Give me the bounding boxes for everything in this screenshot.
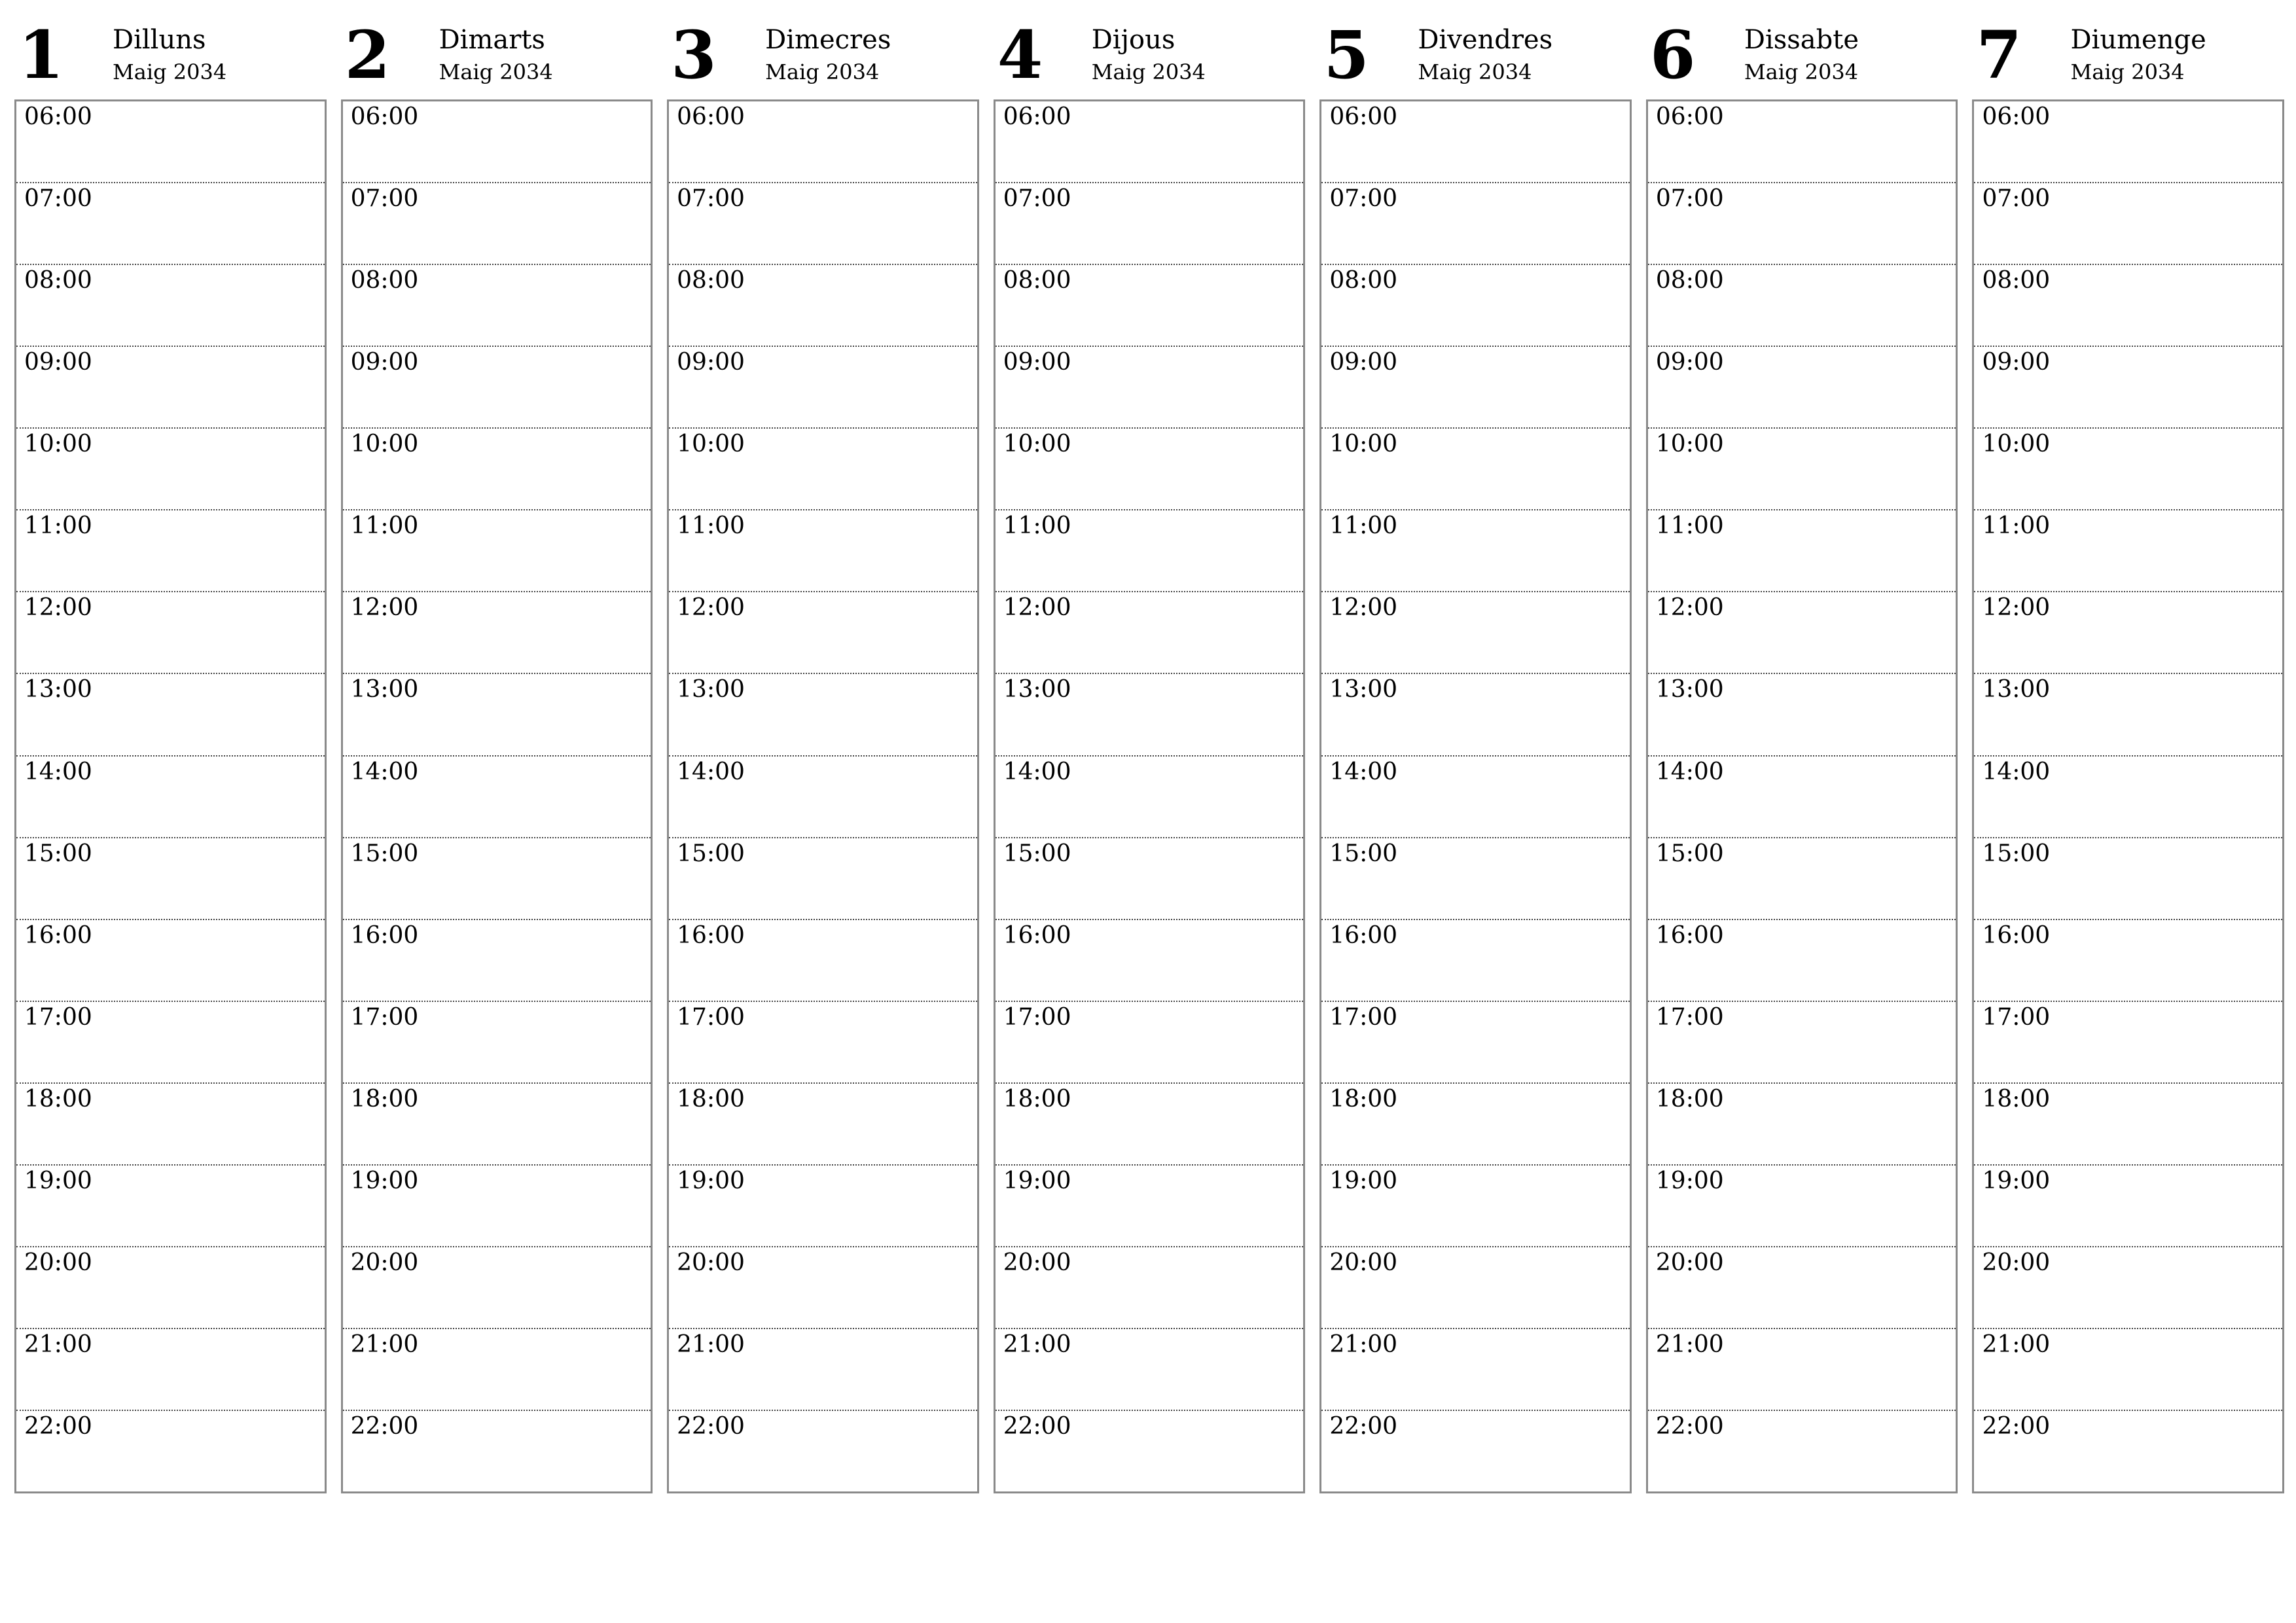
time-label: 16:00	[1003, 921, 1071, 949]
time-label: 22:00	[1982, 1413, 2051, 1440]
time-slot	[343, 347, 651, 429]
time-label: 21:00	[677, 1330, 745, 1358]
time-slot	[1321, 101, 1630, 183]
time-label: 17:00	[1655, 1003, 1724, 1031]
time-label: 09:00	[1982, 349, 2051, 376]
time-slot	[1648, 1411, 1956, 1491]
time-slot	[1321, 592, 1630, 674]
time-label: 16:00	[24, 921, 92, 949]
time-label: 18:00	[1655, 1085, 1724, 1113]
time-label: 09:00	[350, 349, 419, 376]
time-label: 10:00	[677, 431, 745, 458]
time-label: 12:00	[350, 594, 419, 622]
time-slot	[669, 1002, 977, 1084]
time-slot	[1648, 265, 1956, 347]
time-slot	[1974, 1247, 2282, 1329]
day-column	[1646, 13, 1958, 1499]
time-slot	[343, 183, 651, 265]
time-slot	[16, 1411, 325, 1491]
day-number: 2	[344, 16, 391, 94]
time-label: 21:00	[1329, 1330, 1398, 1358]
time-label: 15:00	[24, 840, 92, 867]
time-slot	[16, 429, 325, 510]
time-slot	[343, 1329, 651, 1411]
time-slot	[1974, 674, 2282, 756]
time-slot	[1974, 920, 2282, 1002]
time-label: 12:00	[1982, 594, 2051, 622]
month-year: Maig 2034	[1091, 60, 1206, 84]
time-slot	[16, 183, 325, 265]
day-header	[1972, 13, 2284, 99]
time-label: 19:00	[1003, 1167, 1071, 1194]
time-label: 22:00	[1329, 1413, 1398, 1440]
day-number: 6	[1649, 16, 1696, 94]
time-label: 10:00	[1982, 431, 2051, 458]
time-label: 11:00	[677, 512, 745, 540]
time-label: 14:00	[1982, 758, 2051, 785]
time-slot	[669, 674, 977, 756]
time-slot	[1648, 1166, 1956, 1247]
time-slot	[16, 1084, 325, 1166]
time-label: 20:00	[1003, 1249, 1071, 1276]
time-slot	[16, 101, 325, 183]
time-label: 06:00	[677, 103, 745, 130]
time-label: 13:00	[677, 676, 745, 704]
time-label: 12:00	[1003, 594, 1071, 622]
time-slot	[343, 265, 651, 347]
time-label: 22:00	[350, 1413, 419, 1440]
time-slot	[1648, 838, 1956, 920]
time-slot	[996, 838, 1304, 920]
time-slot	[669, 347, 977, 429]
time-label: 14:00	[24, 758, 92, 785]
month-year: Maig 2034	[439, 60, 553, 84]
time-slot	[669, 265, 977, 347]
time-slot	[996, 265, 1304, 347]
time-label: 09:00	[1655, 349, 1724, 376]
time-label: 12:00	[24, 594, 92, 622]
time-label: 17:00	[1329, 1003, 1398, 1031]
time-slot	[1648, 183, 1956, 265]
time-label: 13:00	[24, 676, 92, 704]
time-slot	[1974, 592, 2282, 674]
time-label: 21:00	[1655, 1330, 1724, 1358]
day-header	[1319, 13, 1632, 99]
day-number: 1	[18, 16, 64, 94]
time-slot	[343, 101, 651, 183]
hour-grid	[1646, 99, 1958, 1493]
time-label: 15:00	[677, 840, 745, 867]
time-label: 17:00	[1003, 1003, 1071, 1031]
time-label: 18:00	[1982, 1085, 2051, 1113]
day-header	[1646, 13, 1958, 99]
time-slot	[1321, 429, 1630, 510]
time-slot	[343, 757, 651, 838]
time-label: 12:00	[1329, 594, 1398, 622]
time-label: 18:00	[350, 1085, 419, 1113]
time-slot	[996, 757, 1304, 838]
time-slot	[669, 429, 977, 510]
time-label: 11:00	[1329, 512, 1398, 540]
time-label: 08:00	[1655, 267, 1724, 294]
time-label: 15:00	[350, 840, 419, 867]
month-year: Maig 2034	[1744, 60, 1859, 84]
time-slot	[343, 1084, 651, 1166]
time-slot	[996, 183, 1304, 265]
time-slot	[996, 510, 1304, 592]
hour-grid	[1319, 99, 1632, 1493]
time-slot	[1648, 347, 1956, 429]
time-label: 06:00	[24, 103, 92, 130]
day-name: Diumenge	[2070, 25, 2206, 55]
time-label: 07:00	[1655, 185, 1724, 213]
time-slot	[996, 1084, 1304, 1166]
time-slot	[1648, 1002, 1956, 1084]
time-slot	[1974, 1329, 2282, 1411]
time-label: 15:00	[1329, 840, 1398, 867]
time-slot	[1321, 1002, 1630, 1084]
time-label: 19:00	[24, 1167, 92, 1194]
time-slot	[996, 1329, 1304, 1411]
time-slot	[1321, 757, 1630, 838]
time-label: 16:00	[1982, 921, 2051, 949]
time-label: 17:00	[350, 1003, 419, 1031]
day-titles	[1418, 13, 1552, 87]
time-label: 06:00	[1982, 103, 2051, 130]
time-label: 22:00	[24, 1413, 92, 1440]
time-label: 09:00	[1003, 349, 1071, 376]
time-label: 14:00	[1329, 758, 1398, 785]
time-slot	[1974, 101, 2282, 183]
hour-grid	[341, 99, 653, 1493]
time-label: 18:00	[677, 1085, 745, 1113]
time-label: 14:00	[677, 758, 745, 785]
time-slot	[343, 674, 651, 756]
time-label: 21:00	[1003, 1330, 1071, 1358]
time-slot	[1321, 674, 1630, 756]
time-slot	[996, 920, 1304, 1002]
day-header	[994, 13, 1306, 99]
time-slot	[1974, 429, 2282, 510]
time-slot	[16, 592, 325, 674]
time-label: 07:00	[677, 185, 745, 213]
time-slot	[16, 347, 325, 429]
time-label: 18:00	[24, 1085, 92, 1113]
time-slot	[1648, 674, 1956, 756]
time-label: 11:00	[350, 512, 419, 540]
day-titles	[1744, 13, 1859, 87]
time-slot	[16, 1247, 325, 1329]
time-label: 14:00	[1003, 758, 1071, 785]
time-label: 10:00	[1655, 431, 1724, 458]
time-label: 10:00	[350, 431, 419, 458]
time-slot	[1974, 1166, 2282, 1247]
time-slot	[1648, 101, 1956, 183]
time-slot	[16, 838, 325, 920]
day-column	[341, 13, 653, 1499]
time-slot	[669, 101, 977, 183]
time-slot	[669, 757, 977, 838]
time-label: 10:00	[1329, 431, 1398, 458]
time-slot	[669, 920, 977, 1002]
time-label: 13:00	[1655, 676, 1724, 704]
time-slot	[1321, 347, 1630, 429]
time-label: 19:00	[350, 1167, 419, 1194]
time-label: 19:00	[1982, 1167, 2051, 1194]
time-slot	[669, 1166, 977, 1247]
time-label: 11:00	[1655, 512, 1724, 540]
time-label: 07:00	[1982, 185, 2051, 213]
month-year: Maig 2034	[2070, 60, 2185, 84]
time-slot	[343, 1166, 651, 1247]
time-slot	[16, 920, 325, 1002]
time-slot	[343, 1411, 651, 1491]
time-slot	[996, 1166, 1304, 1247]
time-slot	[343, 429, 651, 510]
time-slot	[16, 510, 325, 592]
time-slot	[996, 1411, 1304, 1491]
time-label: 15:00	[1982, 840, 2051, 867]
time-slot	[1648, 510, 1956, 592]
time-label: 14:00	[1655, 758, 1724, 785]
time-label: 16:00	[1655, 921, 1724, 949]
time-label: 08:00	[1982, 267, 2051, 294]
time-slot	[16, 1166, 325, 1247]
hour-grid	[994, 99, 1306, 1493]
time-slot	[1321, 1411, 1630, 1491]
time-slot	[1321, 183, 1630, 265]
time-slot	[1648, 429, 1956, 510]
time-slot	[1321, 838, 1630, 920]
day-header	[14, 13, 327, 99]
time-slot	[669, 1329, 977, 1411]
time-label: 08:00	[1329, 267, 1398, 294]
time-slot	[996, 1002, 1304, 1084]
day-number: 7	[1976, 16, 2022, 94]
hour-grid	[1972, 99, 2284, 1493]
time-slot	[1648, 920, 1956, 1002]
time-slot	[1321, 1084, 1630, 1166]
day-name: Dijous	[1091, 25, 1175, 55]
time-slot	[669, 1247, 977, 1329]
time-label: 22:00	[1655, 1413, 1724, 1440]
day-column	[1319, 13, 1632, 1499]
time-label: 13:00	[1982, 676, 2051, 704]
time-slot	[1974, 265, 2282, 347]
month-year: Maig 2034	[1418, 60, 1532, 84]
time-label: 08:00	[350, 267, 419, 294]
time-slot	[1321, 510, 1630, 592]
time-label: 06:00	[350, 103, 419, 130]
time-slot	[343, 510, 651, 592]
time-slot	[343, 1002, 651, 1084]
time-slot	[16, 265, 325, 347]
time-label: 06:00	[1003, 103, 1071, 130]
time-label: 21:00	[350, 1330, 419, 1358]
time-slot	[1648, 1084, 1956, 1166]
day-titles	[1092, 13, 1206, 87]
time-label: 12:00	[677, 594, 745, 622]
time-label: 21:00	[24, 1330, 92, 1358]
time-slot	[16, 757, 325, 838]
time-slot	[669, 183, 977, 265]
time-slot	[343, 592, 651, 674]
time-label: 07:00	[1003, 185, 1071, 213]
time-label: 19:00	[1329, 1167, 1398, 1194]
time-label: 08:00	[24, 267, 92, 294]
day-titles	[2070, 13, 2206, 87]
time-label: 12:00	[1655, 594, 1724, 622]
time-label: 10:00	[1003, 431, 1071, 458]
time-slot	[669, 592, 977, 674]
time-label: 09:00	[24, 349, 92, 376]
time-label: 20:00	[1655, 1249, 1724, 1276]
time-slot	[669, 1084, 977, 1166]
time-slot	[996, 347, 1304, 429]
day-titles	[439, 13, 553, 87]
time-slot	[343, 838, 651, 920]
time-label: 18:00	[1329, 1085, 1398, 1113]
time-label: 07:00	[1329, 185, 1398, 213]
time-label: 11:00	[24, 512, 92, 540]
day-column	[14, 13, 327, 1499]
day-header	[341, 13, 653, 99]
time-slot	[996, 592, 1304, 674]
time-label: 15:00	[1003, 840, 1071, 867]
month-year: Maig 2034	[765, 60, 880, 84]
day-name: Dimarts	[439, 25, 545, 55]
time-slot	[1321, 265, 1630, 347]
time-slot	[996, 674, 1304, 756]
time-slot	[343, 920, 651, 1002]
time-label: 08:00	[677, 267, 745, 294]
time-label: 08:00	[1003, 267, 1071, 294]
time-label: 06:00	[1655, 103, 1724, 130]
hour-grid	[14, 99, 327, 1493]
time-label: 17:00	[24, 1003, 92, 1031]
time-label: 22:00	[677, 1413, 745, 1440]
day-name: Dissabte	[1744, 25, 1859, 55]
time-label: 07:00	[350, 185, 419, 213]
time-slot	[1974, 1084, 2282, 1166]
hour-grid	[667, 99, 979, 1493]
time-slot	[1648, 1247, 1956, 1329]
time-label: 09:00	[1329, 349, 1398, 376]
day-header	[667, 13, 979, 99]
time-slot	[1648, 757, 1956, 838]
time-slot	[669, 1411, 977, 1491]
time-label: 06:00	[1329, 103, 1398, 130]
time-slot	[16, 1329, 325, 1411]
time-label: 20:00	[1982, 1249, 2051, 1276]
day-column	[1972, 13, 2284, 1499]
time-slot	[1974, 1002, 2282, 1084]
time-slot	[996, 429, 1304, 510]
month-year: Maig 2034	[113, 60, 227, 84]
time-slot	[1974, 183, 2282, 265]
time-slot	[1974, 757, 2282, 838]
time-label: 13:00	[1329, 676, 1398, 704]
time-slot	[343, 1247, 651, 1329]
time-label: 17:00	[1982, 1003, 2051, 1031]
time-label: 16:00	[350, 921, 419, 949]
time-slot	[1974, 347, 2282, 429]
day-number: 3	[671, 16, 717, 94]
time-slot	[1974, 510, 2282, 592]
time-slot	[996, 101, 1304, 183]
time-label: 20:00	[677, 1249, 745, 1276]
day-name: Dimecres	[765, 25, 891, 55]
time-label: 15:00	[1655, 840, 1724, 867]
time-slot	[16, 1002, 325, 1084]
time-label: 19:00	[677, 1167, 745, 1194]
time-slot	[1321, 1329, 1630, 1411]
time-label: 17:00	[677, 1003, 745, 1031]
time-slot	[669, 510, 977, 592]
weekly-planner	[14, 13, 2284, 1499]
time-label: 18:00	[1003, 1085, 1071, 1113]
time-label: 07:00	[24, 185, 92, 213]
time-label: 21:00	[1982, 1330, 2051, 1358]
day-column	[667, 13, 979, 1499]
day-number: 4	[997, 16, 1043, 94]
time-label: 16:00	[677, 921, 745, 949]
time-label: 10:00	[24, 431, 92, 458]
day-number: 5	[1323, 16, 1369, 94]
day-name: Divendres	[1418, 25, 1553, 55]
time-slot	[996, 1247, 1304, 1329]
time-slot	[669, 838, 977, 920]
time-label: 20:00	[1329, 1249, 1398, 1276]
time-slot	[1321, 1247, 1630, 1329]
time-label: 19:00	[1655, 1167, 1724, 1194]
day-name: Dilluns	[113, 25, 206, 55]
time-slot	[1974, 838, 2282, 920]
time-label: 22:00	[1003, 1413, 1071, 1440]
day-titles	[113, 13, 226, 87]
time-slot	[16, 674, 325, 756]
time-label: 11:00	[1982, 512, 2051, 540]
day-titles	[765, 13, 891, 87]
time-label: 13:00	[350, 676, 419, 704]
time-slot	[1648, 592, 1956, 674]
time-label: 11:00	[1003, 512, 1071, 540]
time-label: 16:00	[1329, 921, 1398, 949]
time-slot	[1321, 1166, 1630, 1247]
time-label: 20:00	[24, 1249, 92, 1276]
time-slot	[1321, 920, 1630, 1002]
time-label: 14:00	[350, 758, 419, 785]
time-label: 09:00	[677, 349, 745, 376]
time-slot	[1974, 1411, 2282, 1491]
time-slot	[1648, 1329, 1956, 1411]
day-column	[994, 13, 1306, 1499]
time-label: 20:00	[350, 1249, 419, 1276]
time-label: 13:00	[1003, 676, 1071, 704]
